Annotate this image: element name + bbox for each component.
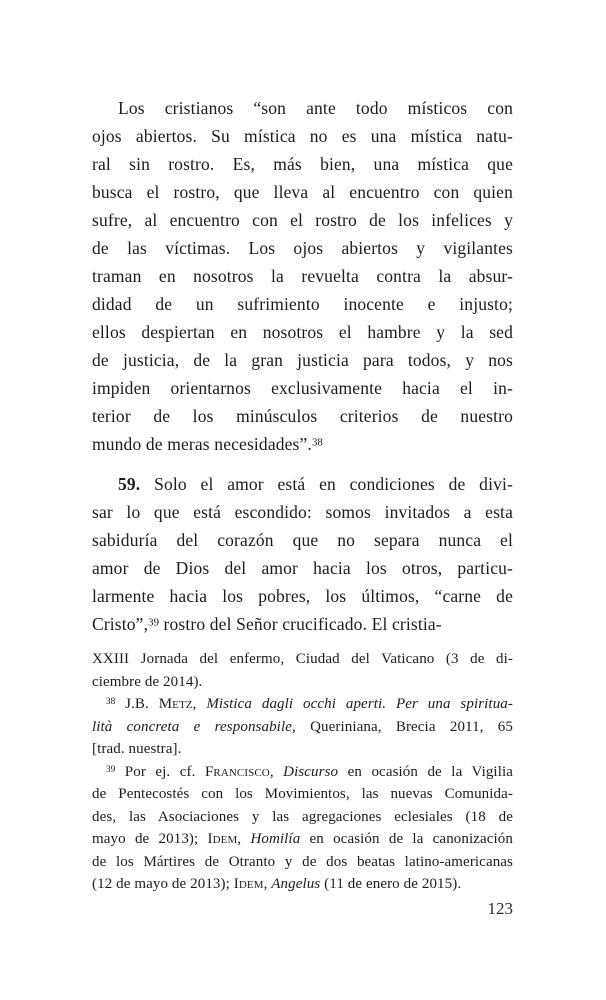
text-line	[92, 206, 513, 234]
text-line	[92, 783, 513, 806]
text-segment: XXIII Jornada del enfermo, Ciudad del Vaticano (3 de di-	[92, 651, 513, 667]
footnote-marker: 38	[311, 436, 323, 449]
text-segment: sufre, al encuentro con el rostro de los infelices y	[92, 210, 513, 230]
text-segment: , Queriniana, Brecia 2011, 65	[291, 718, 513, 735]
text-segment: Los cristianos “son ante todo místicos con	[118, 98, 513, 118]
text-segment: de justicia, de la gran justicia para todos, y nos	[92, 350, 513, 370]
text-line	[92, 828, 513, 851]
text-segment: ,	[237, 831, 251, 847]
text-line	[92, 318, 513, 346]
footnote-continuation	[92, 648, 513, 693]
body-paragraph-1	[92, 94, 513, 458]
text-segment: ojos abiertos. Su mística no es una mística natu-	[92, 126, 513, 146]
text-line	[92, 671, 513, 694]
text-line	[92, 262, 513, 290]
text-segment: (11 de enero de 2015).	[320, 876, 462, 892]
page-content	[92, 94, 513, 896]
text-segment: amor de Dios del amor hacia los otros, particu-	[92, 558, 513, 578]
text-line	[92, 290, 513, 318]
footnote-section	[92, 648, 513, 896]
text-segment: mayo de 2013);	[92, 831, 208, 847]
text-segment: Por ej. cf.	[115, 763, 205, 780]
text-line	[92, 122, 513, 150]
text-line	[92, 806, 513, 829]
text-segment: mundo de meras necesidades”.	[92, 434, 312, 454]
text-segment: lità concreta e responsabile	[92, 718, 292, 735]
text-line	[92, 693, 513, 716]
text-segment: ,	[269, 763, 284, 780]
text-line	[92, 738, 513, 761]
text-segment: didad de un sufrimiento inocente e injusto;	[92, 294, 513, 314]
text-segment: de las víctimas. Los ojos abiertos y vigilantes	[92, 238, 513, 258]
text-segment: Discurso	[283, 763, 339, 780]
text-segment: Cristo”,	[92, 614, 149, 634]
text-segment: ,	[192, 696, 207, 712]
text-segment: Idem	[233, 876, 264, 892]
text-line	[92, 873, 513, 896]
text-segment: ciembre de 2014).	[92, 673, 203, 690]
text-line	[92, 94, 513, 122]
footnote-39	[92, 761, 513, 896]
text-line	[92, 470, 513, 498]
text-line	[92, 150, 513, 178]
text-segment: busca el rostro, que lleva al encuentro con quien	[92, 182, 513, 202]
body-paragraph-59	[92, 470, 513, 638]
text-segment: larmente hacia los pobres, los últimos, “carne de	[92, 586, 513, 606]
text-line	[92, 178, 513, 206]
text-line	[92, 430, 513, 458]
text-segment: Angelus	[271, 876, 321, 892]
footnote-marker: 38	[106, 697, 116, 708]
text-line	[92, 610, 513, 638]
text-line	[92, 402, 513, 430]
body-text	[92, 94, 513, 638]
text-line	[92, 346, 513, 374]
text-segment: en ocasión de la Vigilia	[338, 763, 513, 780]
text-line	[92, 648, 513, 671]
text-segment: Solo el amor está en condiciones de divi-	[140, 474, 513, 494]
text-segment: Francisco	[204, 763, 270, 780]
text-segment: ral sin rostro. Es, más bien, una mística que	[92, 154, 513, 174]
text-segment: Idem	[207, 831, 238, 847]
footnote-marker: 39	[148, 616, 159, 629]
text-line	[92, 374, 513, 402]
text-line	[92, 716, 513, 739]
text-segment: Metz	[158, 696, 193, 712]
text-segment: des, las Asociaciones y las agregaciones eclesiales (18 de	[92, 808, 513, 825]
text-line	[92, 761, 513, 784]
text-line	[92, 851, 513, 874]
text-segment: Mistica dagli occhi aperti. Per una spiritua-	[206, 696, 513, 712]
text-line	[92, 554, 513, 582]
text-segment: 59.	[118, 474, 141, 494]
text-segment: terior de los minúsculos criterios de nuestro	[92, 406, 513, 426]
text-segment: sabiduría del corazón que no separa nunca el	[92, 530, 513, 550]
text-segment: J.B.	[115, 696, 159, 712]
footnote-marker: 39	[106, 764, 116, 775]
text-segment: Homilía	[250, 831, 301, 847]
text-segment: traman en nosotros la revuelta contra la absur-	[92, 266, 513, 286]
text-segment: sar lo que está escondido: somos invitados a esta	[92, 502, 513, 522]
page-number: 123	[487, 899, 513, 918]
text-line	[92, 582, 513, 610]
text-line	[92, 498, 513, 526]
text-segment: impiden orientarnos exclusivamente hacia el in-	[92, 378, 513, 398]
text-segment: [trad. nuestra].	[92, 741, 182, 757]
text-segment: rostro del Señor crucificado. El cristia-	[158, 614, 442, 634]
text-line	[92, 234, 513, 262]
footnote-38	[92, 693, 513, 761]
text-segment: (12 de mayo de 2013);	[92, 876, 234, 892]
text-line	[92, 526, 513, 554]
text-segment: ,	[263, 876, 272, 892]
text-segment: ellos despiertan en nosotros el hambre y la sed	[92, 322, 513, 342]
text-segment: en ocasión de la canonización	[300, 831, 513, 847]
text-segment: de Pentecostés con los Movimientos, las nuevas Comunida-	[92, 786, 513, 802]
text-segment: de los Mártires de Otranto y de dos beatas latino-americanas	[92, 853, 513, 870]
